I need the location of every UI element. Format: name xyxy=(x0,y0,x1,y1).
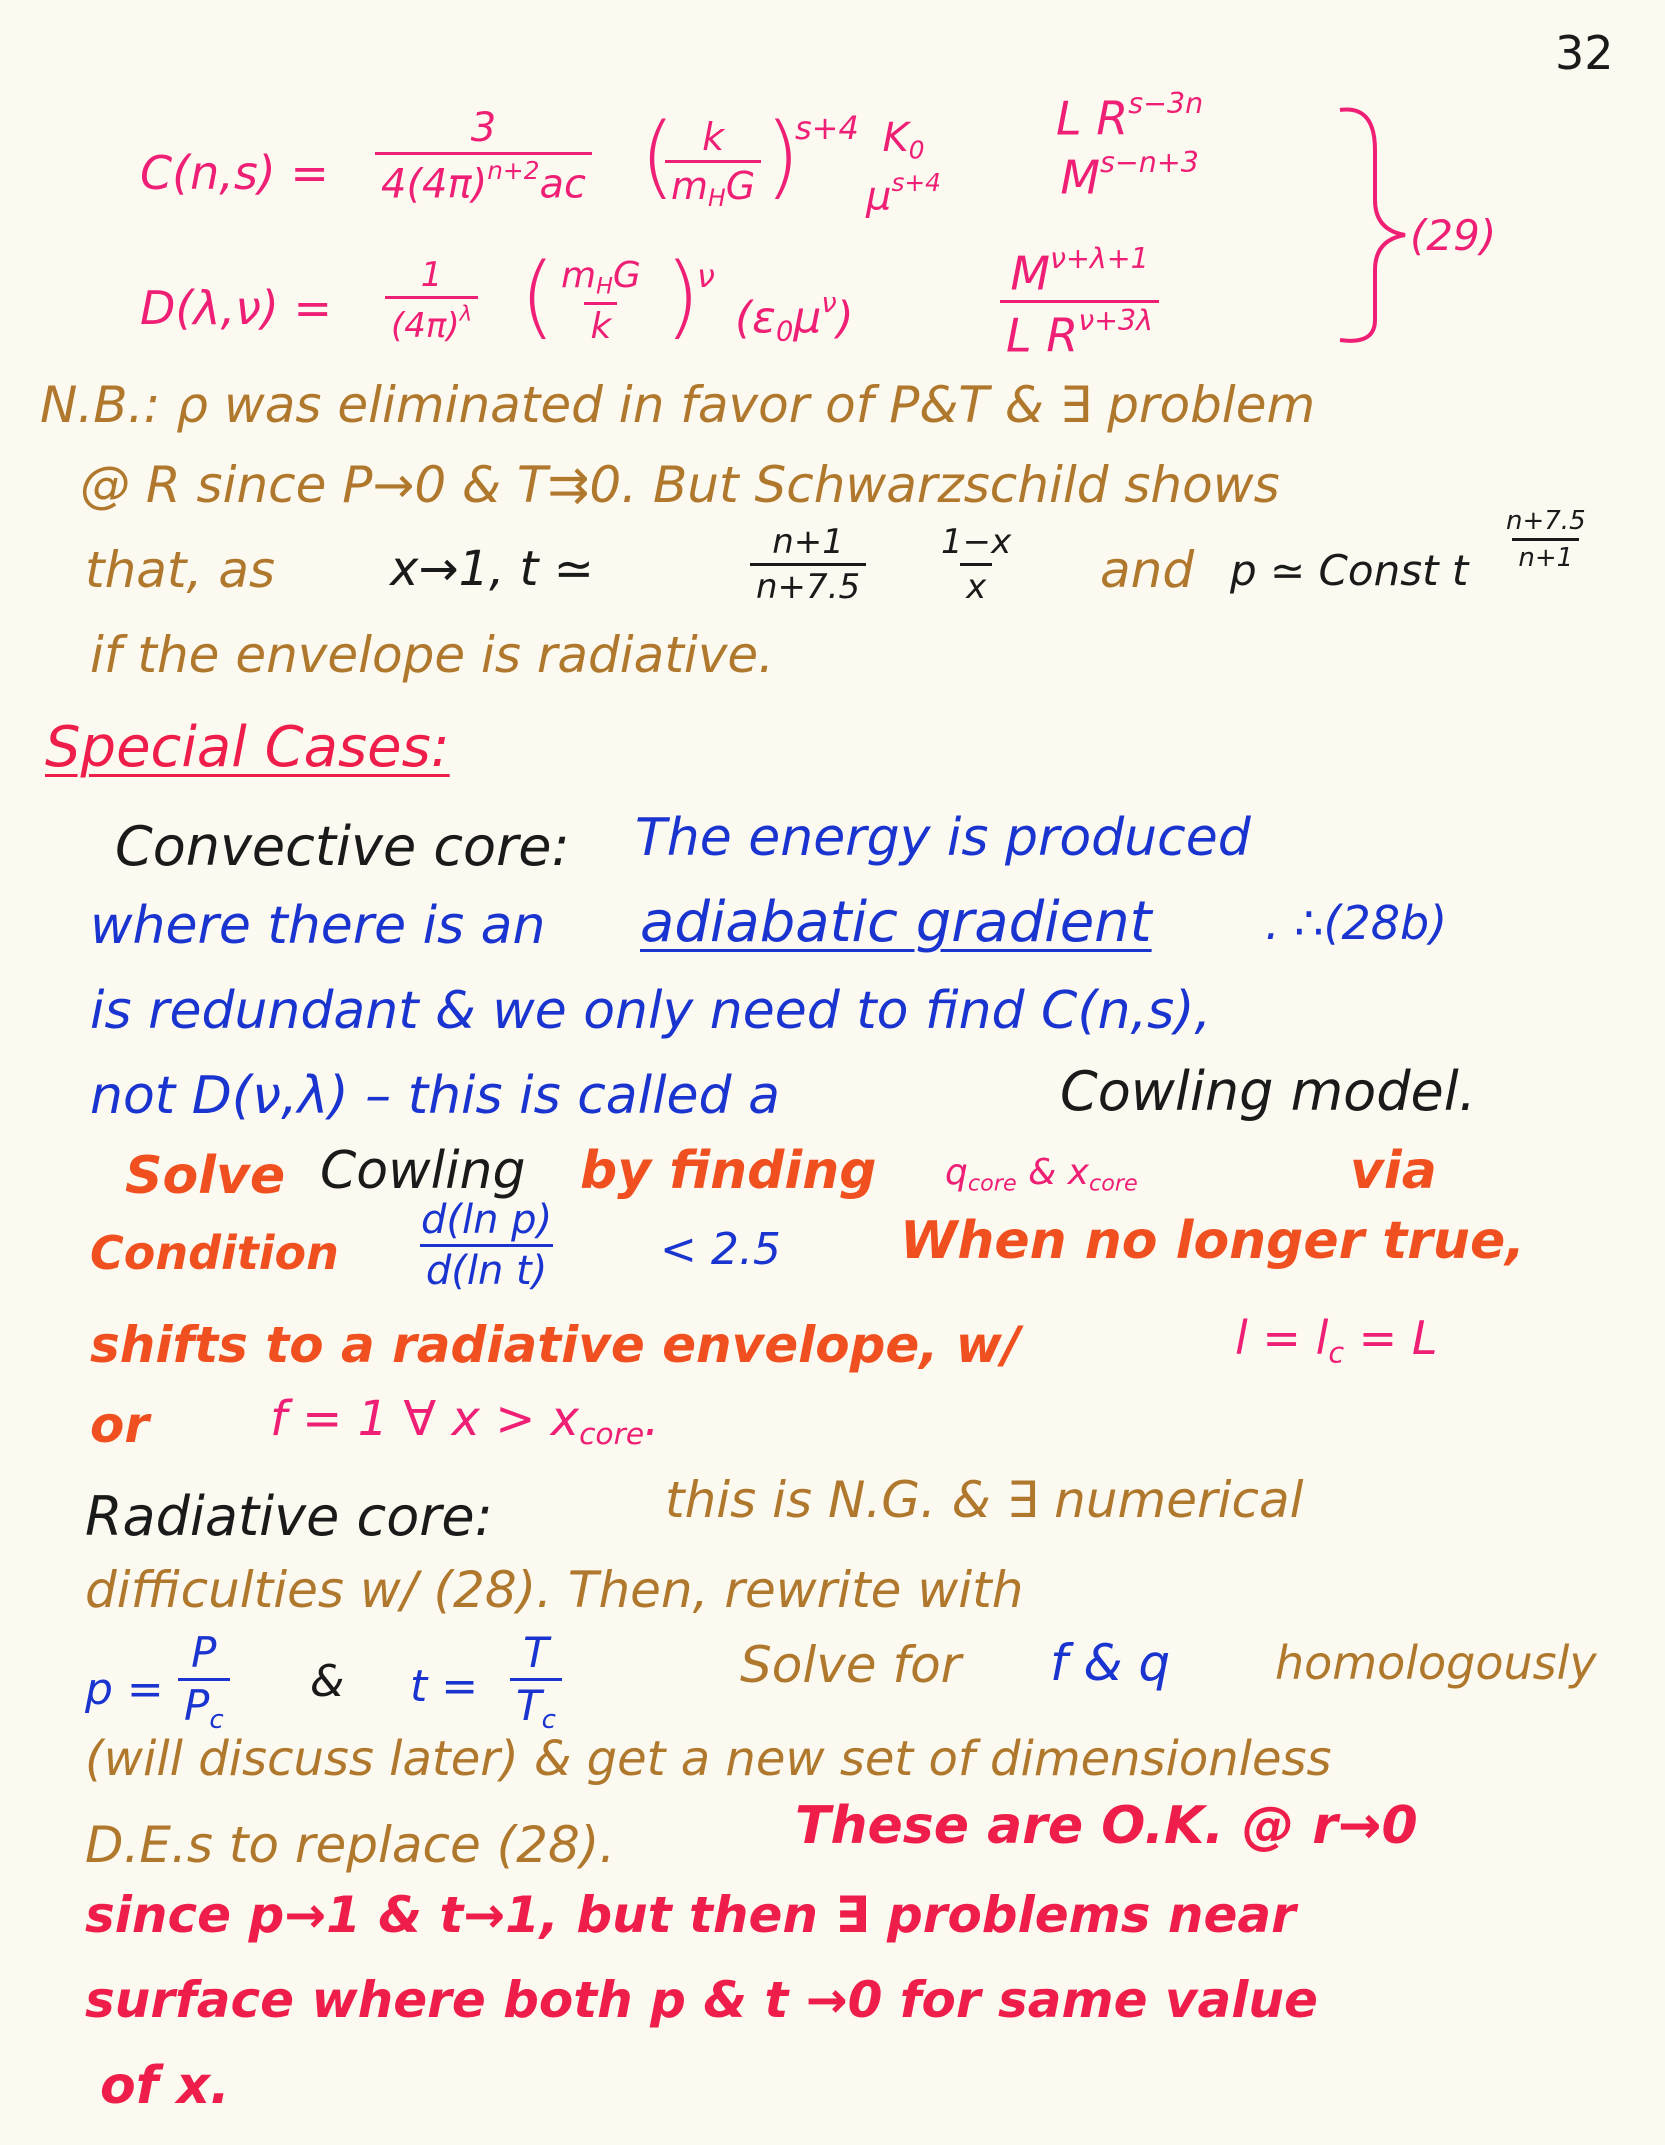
solve-word: Solve xyxy=(125,1146,286,1206)
eq-c-lhs: C(n,s) = xyxy=(140,146,329,200)
or-word: or xyxy=(90,1396,150,1454)
condition-word: Condition xyxy=(90,1226,339,1280)
nb-line-3-x: x→1, t ≃ xyxy=(390,541,594,597)
radiative-p-frac: $\frac{P}{P_c}$ xyxy=(178,1632,230,1733)
convective-text-4a: not D(ν,λ) – this is called a xyxy=(90,1066,780,1126)
radiative-text-5b: These are O.K. @ r→0 xyxy=(795,1796,1418,1856)
eq-label-29: (29) xyxy=(1410,211,1497,260)
convective-text-3: is redundant & we only need to find C(n,s), xyxy=(90,981,1212,1041)
page-number: 32 xyxy=(1555,26,1614,80)
eq-d-paren-close: ) xyxy=(665,244,701,349)
nb-line-1: N.B.: ρ was eliminated in favor of P&T & ∃ problem xyxy=(40,376,1316,434)
radiative-text-4: (will discuss later) & get a new set of dimensionless xyxy=(85,1731,1332,1787)
radiative-label: Radiative core: xyxy=(85,1485,493,1548)
nb-line-3-p: p ≃ Const t xyxy=(1230,546,1469,595)
eq-c-paren-exp: s+4 xyxy=(795,109,859,147)
shifts-l-eq: $l = l_c = L$ xyxy=(1235,1311,1438,1370)
convective-text-2c: . ∴(28b) xyxy=(1265,896,1448,950)
radiative-f-q: f & q xyxy=(1050,1634,1171,1692)
eq-brace xyxy=(1330,90,1420,350)
condition-lt: < 2.5 xyxy=(660,1224,781,1275)
eq-d-paren-exp: ν xyxy=(697,257,715,295)
radiative-p-eq: p = xyxy=(85,1664,164,1715)
eq-c-paren-close: ) xyxy=(765,104,801,209)
eq-d-paren-open: ( xyxy=(520,244,556,349)
solve-by-finding: by finding xyxy=(580,1141,877,1201)
nb-line-4: if the envelope is radiative. xyxy=(90,626,775,684)
eq-d-frac-1: $\frac{1}{(4\pi)^\lambda}$ xyxy=(385,258,478,343)
radiative-t-eq: t = xyxy=(410,1661,479,1712)
radiative-text-5a: D.E.s to replace (28). xyxy=(85,1816,616,1874)
eq-c-den: $4(4\pi)^{n+2}ac$ xyxy=(375,152,592,205)
radiative-text-1: this is N.G. & ∃ numerical xyxy=(665,1471,1304,1529)
nb-line-3-that: that, as xyxy=(85,541,276,599)
eq-c-paren-open: ( xyxy=(640,104,676,209)
eq-c-3: 3 xyxy=(470,105,497,151)
solve-cowling: Cowling xyxy=(320,1141,526,1201)
eq-d-eps: $(\varepsilon_0\mu^\nu)$ xyxy=(735,288,854,348)
f-eq-line: f = 1 ∀ $x > x_{core}$. xyxy=(270,1391,660,1452)
convective-adiabatic-gradient: adiabatic gradient xyxy=(640,890,1152,955)
convective-text-2a: where there is an xyxy=(90,896,546,956)
eq-c-k-over-mhg: k $m_HG$ xyxy=(665,118,761,211)
radiative-text-2: difficulties w/ (28). Then, rewrite with xyxy=(85,1561,1024,1619)
radiative-text-6: since p→1 & t→1, but then ∃ problems near xyxy=(85,1886,1296,1944)
eq-c-k0-over-mu: $K_0$ $\mu^{s+4}$ xyxy=(866,115,941,220)
nb-line-2: @ R since P→0 & T⇉0. But Schwarzschild shows xyxy=(80,456,1280,514)
shifts-line: shifts to a radiative envelope, w/ xyxy=(90,1316,1021,1374)
radiative-homologously: homologously xyxy=(1275,1636,1597,1690)
convective-text-1: The energy is produced xyxy=(635,808,1251,868)
radiative-solve-for: Solve for xyxy=(740,1636,962,1694)
radiative-amp: & xyxy=(310,1656,345,1707)
solve-via: via xyxy=(1350,1141,1437,1201)
special-cases-heading: Special Cases: xyxy=(45,715,450,780)
nb-frac-n1-n75: $\frac{n+1}{n+7.5}$ xyxy=(750,525,866,604)
radiative-t-frac: $\frac{T}{T_c}$ xyxy=(510,1632,562,1733)
eq-d-m-over-lr: $\frac{M^{\nu+\lambda+1}}{L R^{\nu+3\lambda}}$ xyxy=(1000,245,1159,359)
convective-label: Convective core: xyxy=(115,815,570,878)
solve-q-x-core: $q_{core}$ & $x_{core}$ xyxy=(945,1152,1138,1197)
condition-frac: $\frac{\text{d(ln p)}}{\text{d(ln t)}}$ xyxy=(421,1197,553,1294)
eq-c-lr-over-m: L $R^{s-3n}$ $M^{s-n+3}$ xyxy=(1056,87,1204,205)
condition-when: When no longer true, xyxy=(900,1211,1525,1271)
eq-d-lhs: D(λ,ν) = xyxy=(140,281,333,335)
radiative-text-7: surface where both p & t →0 for same value xyxy=(85,1971,1318,2029)
eq-d-mhg-over-k: $m_HG$ k xyxy=(561,255,641,347)
nb-line-3-and: and xyxy=(1100,541,1195,599)
nb-exp-frac: $\frac{n+7.5}{n+1}$ xyxy=(1506,506,1586,573)
radiative-text-8: of x. xyxy=(100,2056,230,2116)
eq-c-frac-3 xyxy=(375,105,592,208)
convective-cowling-model: Cowling model. xyxy=(1060,1060,1476,1123)
nb-frac-1x-x: $\frac{1-x}{x}$ xyxy=(941,522,1012,607)
